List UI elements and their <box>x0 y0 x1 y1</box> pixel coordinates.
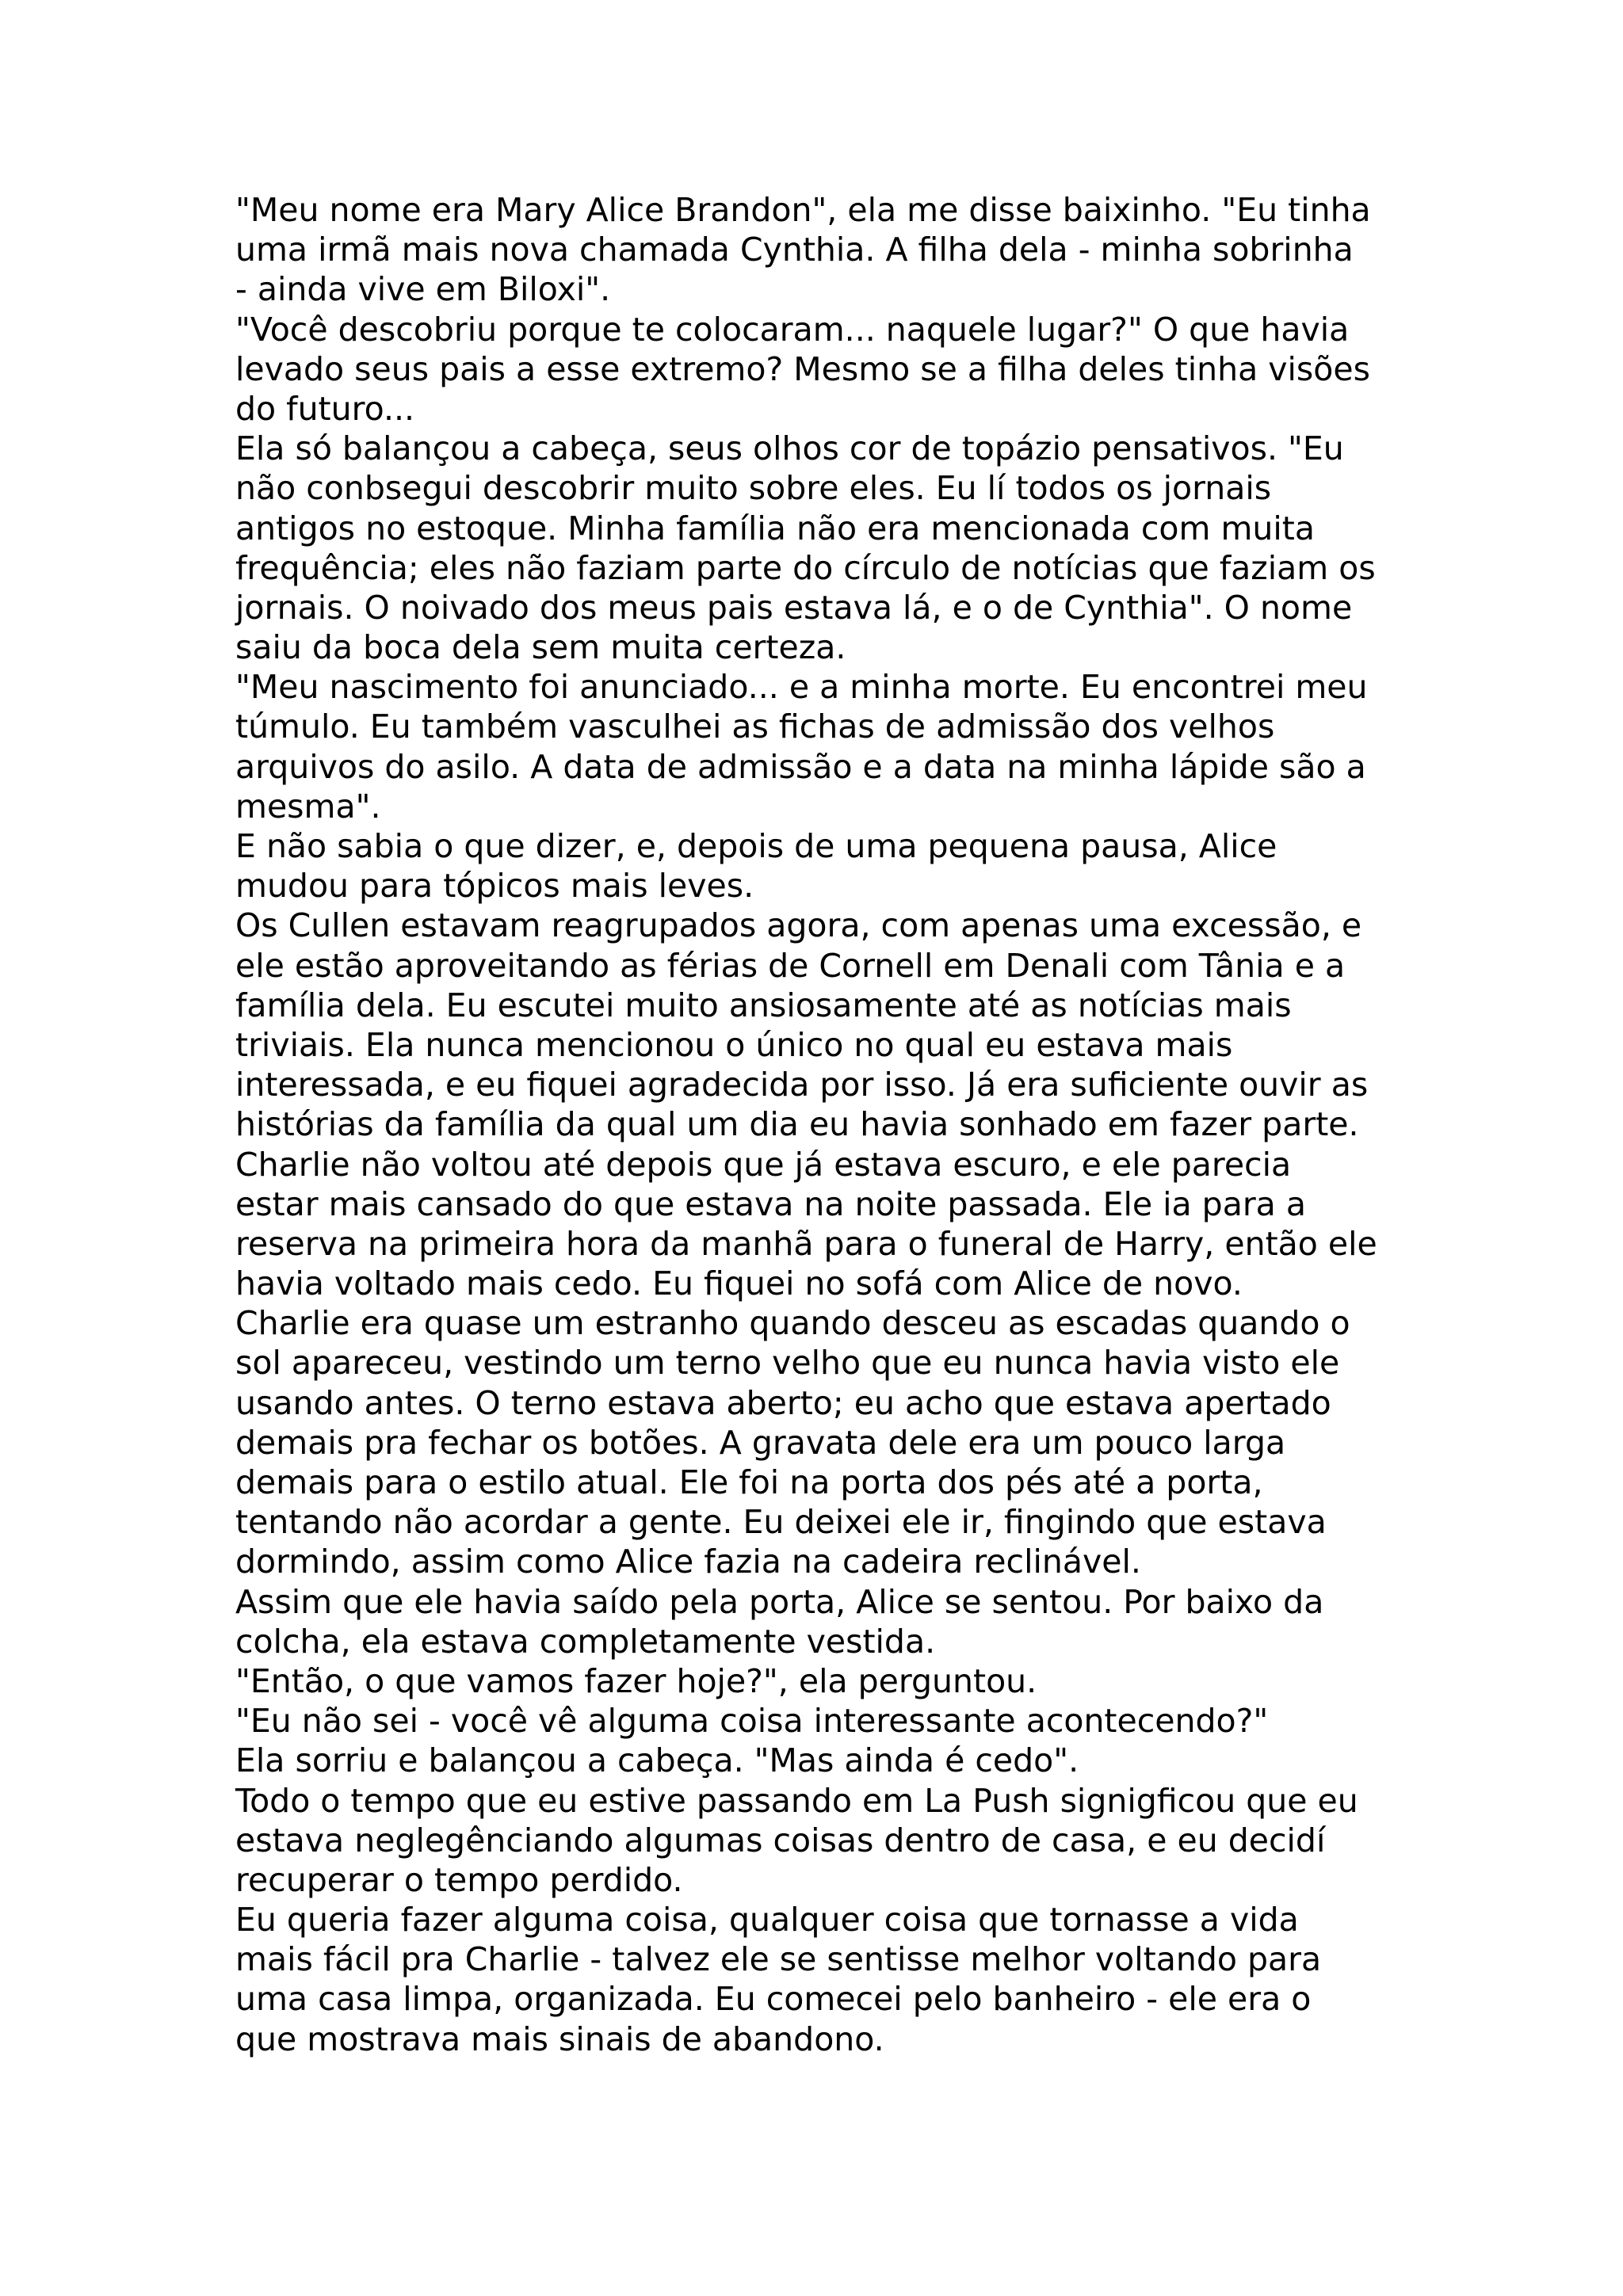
text-line: demais para o estilo atual. Ele foi na porta dos pés até a porta, <box>235 1463 1263 1501</box>
text-line: uma irmã mais nova chamada Cynthia. A filha dela - minha sobrinha <box>235 231 1354 269</box>
text-line: túmulo. Eu também vasculhei as fichas de admissão dos velhos <box>235 707 1275 746</box>
text-line: antigos no estoque. Minha família não era mencionada com muita <box>235 509 1315 547</box>
text-line: histórias da família da qual um dia eu havia sonhado em fazer parte. <box>235 1105 1359 1144</box>
text-line: estava neglegênciando algumas coisas dentro de casa, e eu decidí <box>235 1821 1326 1859</box>
text-line: reserva na primeira hora da manhã para o funeral de Harry, então ele <box>235 1224 1377 1263</box>
text-line: "Você descobriu porque te colocaram... naquele lugar?" O que havia <box>235 310 1350 349</box>
text-line: uma casa limpa, organizada. Eu comecei pelo banheiro - ele era o <box>235 1980 1312 2019</box>
text-line: que mostrava mais sinais de abandono. <box>235 2019 884 2058</box>
text-line: saiu da boca dela sem muita certeza. <box>235 628 846 667</box>
text-line: levado seus pais a esse extremo? Mesmo se a filha deles tinha visões <box>235 349 1370 388</box>
text-line: jornais. O noivado dos meus pais estava lá, e o de Cynthia". O nome <box>235 588 1353 627</box>
text-line: demais pra fechar os botões. A gravata dele era um pouco larga <box>235 1423 1286 1462</box>
text-line: Os Cullen estavam reagrupados agora, com apenas uma excessão, e <box>235 906 1362 945</box>
text-line: mesma". <box>235 787 381 826</box>
text-line: mais fácil pra Charlie - talvez ele se sentisse melhor voltando para <box>235 1940 1322 1979</box>
text-line: "Então, o que vamos fazer hoje?", ela perguntou. <box>235 1661 1037 1700</box>
text-line: família dela. Eu escutei muito ansiosamente até as notícias mais <box>235 986 1292 1024</box>
text-line: Todo o tempo que eu estive passando em La Push signigficou que eu <box>235 1781 1358 1820</box>
text-line: "Eu não sei - você vê alguma coisa interessante acontecendo?" <box>235 1702 1269 1741</box>
text-line: Ela sorriu e balançou a cabeça. "Mas ainda é cedo". <box>235 1741 1079 1780</box>
text-line: triviais. Ela nunca mencionou o único no qual eu estava mais <box>235 1025 1233 1064</box>
text-line: interessada, e eu fiquei agradecida por isso. Já era suficiente ouvir as <box>235 1066 1369 1104</box>
text-line: recuperar o tempo perdido. <box>235 1860 683 1899</box>
text-line: "Meu nascimento foi anunciado... e a minha morte. Eu encontrei meu <box>235 668 1368 707</box>
text-line: "Meu nome era Mary Alice Brandon", ela me disse baixinho. "Eu tinha <box>235 191 1371 229</box>
text-line: usando antes. O terno estava aberto; eu acho que estava apertado <box>235 1383 1331 1422</box>
text-line: estar mais cansado do que estava na noite passada. Ele ia para a <box>235 1184 1306 1223</box>
text-line: Charlie não voltou até depois que já estava escuro, e ele parecia <box>235 1145 1292 1184</box>
text-line: - ainda vive em Biloxi". <box>235 270 611 309</box>
text-line: havia voltado mais cedo. Eu fiquei no sofá com Alice de novo. <box>235 1264 1243 1303</box>
text-line: frequência; eles não faziam parte do círculo de notícias que faziam os <box>235 548 1376 587</box>
text-line: dormindo, assim como Alice fazia na cadeira reclinável. <box>235 1543 1141 1581</box>
text-line: Charlie era quase um estranho quando desceu as escadas quando o <box>235 1304 1350 1343</box>
text-line: tentando não acordar a gente. Eu deixei ele ir, fingindo que estava <box>235 1503 1327 1542</box>
text-line: arquivos do asilo. A data de admissão e a data na minha lápide são a <box>235 747 1366 786</box>
text-line: sol apareceu, vestindo um terno velho que eu nunca havia visto ele <box>235 1344 1340 1383</box>
body-text <box>235 190 1424 2059</box>
text-line: ele estão aproveitando as férias de Cornell em Denali com Tânia e a <box>235 946 1346 985</box>
text-line: Eu queria fazer alguma coisa, qualquer coisa que tornasse a vida <box>235 1901 1299 1939</box>
text-line: Ela só balançou a cabeça, seus olhos cor de topázio pensativos. "Eu <box>235 429 1344 468</box>
text-line: colcha, ela estava completamente vestida. <box>235 1622 936 1661</box>
text-line: E não sabia o que dizer, e, depois de uma pequena pausa, Alice <box>235 827 1277 865</box>
text-line: Assim que ele havia saído pela porta, Alice se sentou. Por baixo da <box>235 1582 1324 1621</box>
text-line: do futuro... <box>235 389 415 428</box>
text-line: mudou para tópicos mais leves. <box>235 867 754 906</box>
text-line: não conbsegui descobrir muito sobre eles. Eu lí todos os jornais <box>235 469 1272 508</box>
